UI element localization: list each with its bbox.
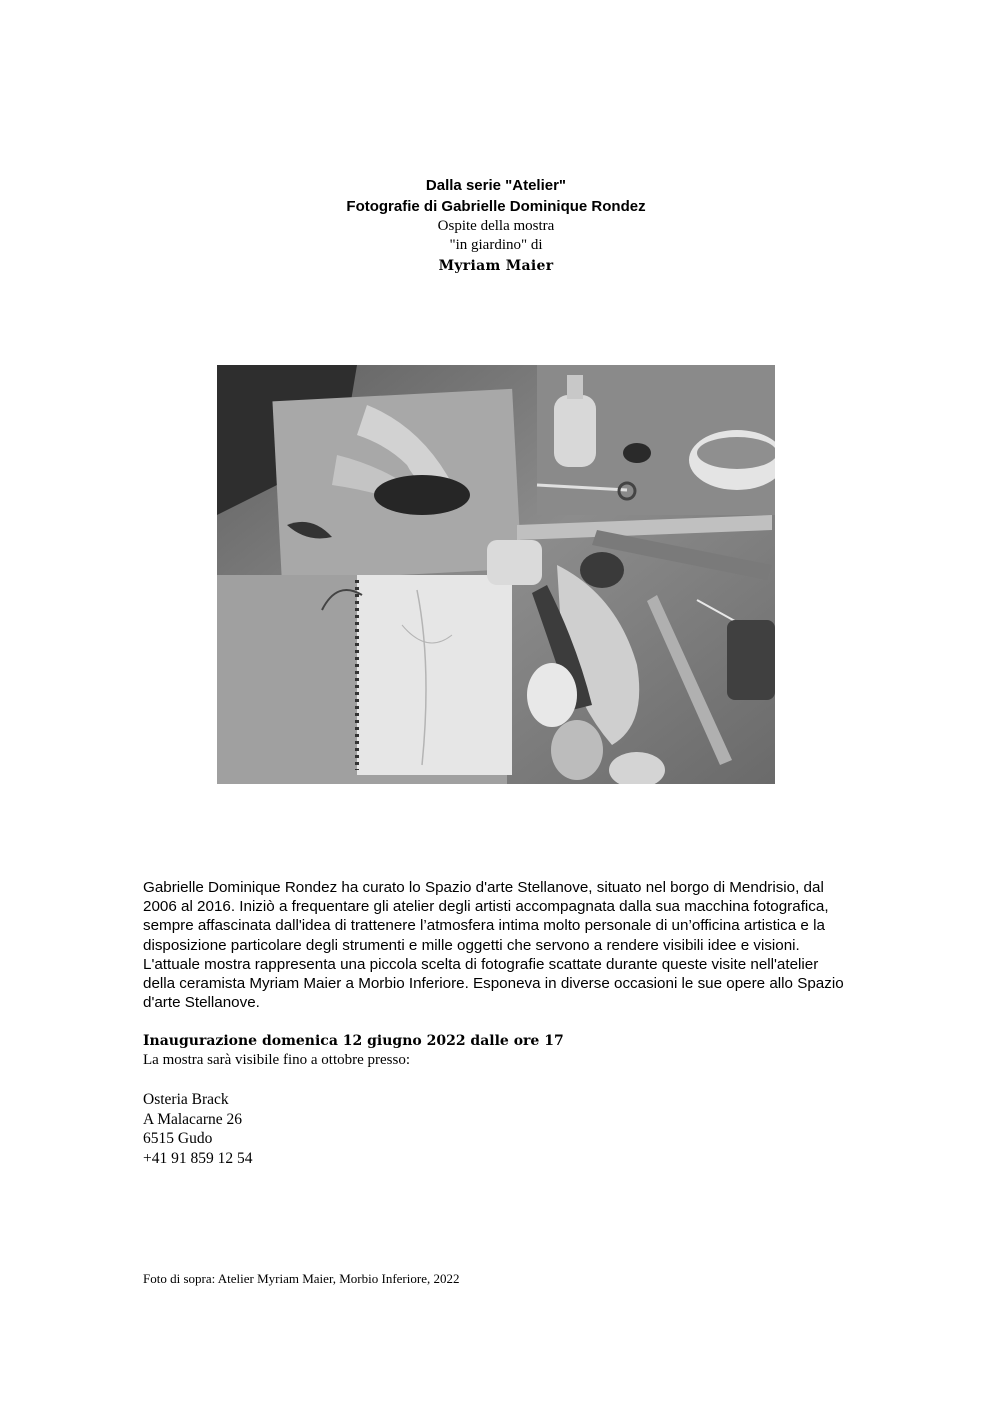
pebble-light [527, 663, 577, 727]
sponge [580, 552, 624, 588]
page-header [0, 175, 992, 277]
description-paragraph: Gabrielle Dominique Rondez ha curato lo Spazio d'arte Stellanove, situato nel borgo di Mendrisio, dal 2006 al 2016. Iniziò a frequentare gli atelier degli artisti accompagnata dalla sua macchina fotografica, sempre affascinata dall'idea di trattenere l’atmosfera intima molto personale di un’officina artistica e la disposizione particolare degli strumenti e mille oggetti che servono a rendere visibili idee e visioni. L'attuale mostra rappresenta una piccola scelta di fotografie scattate durante queste visite nell'atelier della ceramista Myriam Maier a Morbio Inferiore. Esponeva in diverse occasioni le sue opere allo Spazio d'arte Stellanove. [143, 879, 844, 1012]
bottle-neck [567, 375, 583, 399]
venue-name: Osteria Brack [143, 1091, 229, 1108]
guest-line: Ospite della mostra [437, 218, 555, 234]
venue-phone: +41 91 859 12 54 [143, 1149, 253, 1167]
inauguration-line: Inaugurazione domenica 12 giugno 2022 dalle ore 17 [143, 1033, 564, 1049]
artist-name: Myriam Maier [438, 258, 554, 274]
sketchbook [357, 575, 512, 775]
clay-lump [374, 475, 470, 515]
photo-caption: Foto di sopra: Atelier Myriam Maier, Morbio Inferiore, 2022 [143, 1271, 460, 1286]
venue-city: 6515 Gudo [143, 1130, 213, 1147]
paint-jar [727, 620, 775, 700]
visibility-line: La mostra sarà visibile fino a ottobre presso: [143, 1052, 411, 1068]
bowl-liquid [697, 437, 775, 469]
photographer-line: Fotografie di Gabrielle Dominique Rondez [346, 198, 646, 215]
atelier-photo [217, 365, 775, 784]
pebble-mid [551, 720, 603, 780]
cup [487, 540, 542, 585]
bottle [554, 395, 596, 467]
small-jar [623, 443, 651, 463]
atelier-photo-illustration [217, 365, 775, 784]
series-title: Dalla serie "Atelier" [425, 177, 567, 194]
garden-line: "in giardino" di [449, 237, 543, 253]
venue-street: A Malacarne 26 [143, 1110, 242, 1128]
venue-address [143, 1090, 253, 1168]
